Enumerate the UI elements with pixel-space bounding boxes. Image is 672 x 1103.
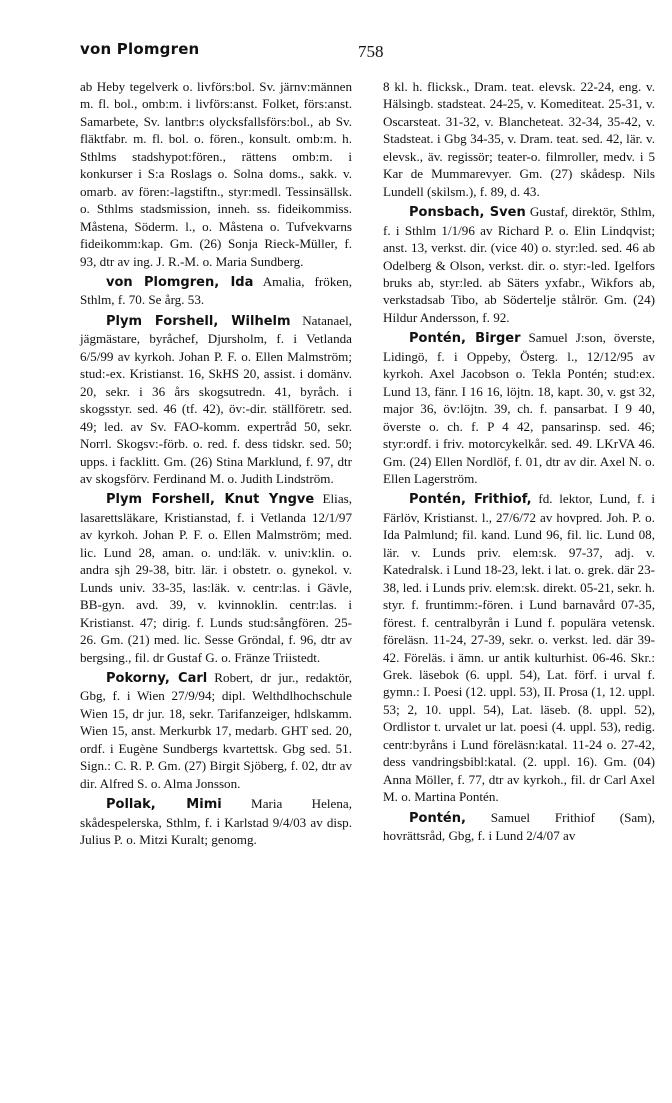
entry-sven-ponsbach [383, 203, 655, 326]
entry-text: Samuel J:son, överste, Lidingö, f. i Oppeby, Österg. l., 12/12/95 av kyrkoh. Axel Jacobson o. Tekla Pontén; stud:ex. Lund 13, fänr. I 16 16, löjtn. 18, kapt. 30, v. gst 32, major 36, öv:löjtn. 39, ch. f. pansarbat. I 9 40, överste o. ch. f. P 4 42, pansarinsp. sed. 46; styr:ordf. i friv. motorcykelkår. sed. 49. LKrVA 46. Gm. (24) Ellen Nordlöf, f. 01, dtr av dir. Axel N. o. Ellen Lagerström. [383, 330, 655, 486]
right-column [383, 78, 655, 844]
entry-head: Ponsbach, Sven [409, 205, 526, 221]
entry-sam-ponten [383, 809, 655, 845]
entry-text: Gustaf, direktör, Sthlm, f. i Sthlm 1/1/96 av Richard P. o. Elin Lindqvist; anst. 13, verkst. dir. (vice 40) o. styr:led. sed. 46 ab Odelberg & Olson, verkst. dir. o. styr:-led. Igelfors bruks ab, styr:led. ab Säters yxfabr., Wikfors ab, verkstadsab Tibo, ab Södertelje stålrör. Gm. (24) Hildur Andersson, f. 92. [383, 204, 656, 325]
entry-text: Robert, dr jur., redaktör, Gbg, f. i Wien 27/9/94; dipl. Welthdlhochschule Wien 15, dr jur. 18, sekr. Tarifanzeiger, hdlskamm. Wien 15, anst. Merkurbk 17, medarb. GHT sed. 20, ordf. i Eugène Sundbergs kvartettsk. Gbg sed. 51. Sign.: C. R. P. Gm. (27) Birgit Sjöberg, f. 02, dtr av dir. Alfred S. o. Alma Jonsson. [80, 669, 353, 791]
running-head: von Plomgren [80, 40, 200, 58]
entry-text: Elias, lasarettsläkare, Kristianstad, f. i Vetlanda 12/1/97 av kyrkoh. Johan P. F. o. Ellen Malmström; med. lic. Lund 28, aman. o. und:läk. v. univ:klin. o. andra sjh 29-38, bitr. lär. i obstetr. o. gynekol. v. Lunds univ. 33-35, las:läk. v. centr:las. i Gävle, BB-gyn. avd. 39, v. kvinnoklin. centr:las. i Kristianst. 47; dirig. f. Lunds stud:sångfören. 25-26. Gm. (21) med. lic. Sesse Gröndal, f. 96, dtr av bergsing., fil. dr Gustaf G. o. Fränze Triistedt. [80, 491, 352, 665]
entry-text: fd. lektor, Lund, f. i Färlöv, Kristianst. l., 27/6/72 av hovpred. Joh. P. o. Ida Palmlund; fil. kand. Lund 96, fil. lic. Lund 08, lär. v. Lunds priv. elem:sk. 97-37, adj. v. Katedralsk. i Lund 18-23, lekt. i lat. o. grek. där 23-38, led. i Lunds priv. elem:sk. direkt. 05-21, sekr. h. styr. f. fruntimm:-fören. i Lund barnavård 07-35, förest. f. centralbyrån i Lund f. populära vetensk. föreläsn. 11-24, 27-39, sekr. o. verkst. led. där 39-42. Föreläs. i ämn. ur antik kulturhist. 06-46. Skr.: Grek. läsebok (6. uppl. 54), Lat. förf. i urval f. gymn.: I. Poesi (12. uppl. 53), II. Prosa (1, 12. uppl. 53; 2, 10. uppl. 54), Lat. läseb. (8. uppl. 52), Ordlistor t. urvalet ur lat. poesi (4. uppl. 53), redig. centr:byråns i Lund föreläsn:katal. 11-24 o. 27-42, dess vandringsbibl:katal. (2. uppl. 16). Gm. (04) Anna Möller, f. 77, dtr av kyrkoh., fil. dr Carl Axel M. o. Martina Pontén. [383, 491, 656, 805]
entry-head: Pontén, [409, 810, 466, 826]
entry-head: Pollak, Mimi [106, 797, 222, 813]
entry-given-name: Ida [219, 274, 254, 290]
page-number: 758 [358, 42, 384, 61]
entry-head: Pokorny, Carl [106, 670, 208, 686]
entry-text: (Sam), hovrättsråd, Gbg, f. i Lund 2/4/07 av [383, 809, 655, 844]
entry-ida-von-plomgren [80, 273, 352, 309]
entry-text: Amalia, fröken, Sthlm, f. 70. Se årg. 53. [80, 273, 352, 308]
entry-head: Pontén, Birger [409, 331, 521, 347]
entry-mimi-pollak [80, 795, 352, 848]
entry-head: Plym Forshell, [106, 313, 219, 329]
entry-yngve-plym-forshell [80, 490, 352, 666]
entry-continuation [80, 78, 352, 270]
entry-given-name: Knut Yngve [214, 492, 315, 508]
entry-carl-pokorny [80, 669, 352, 792]
entry-head: Plym Forshell, [106, 492, 215, 508]
entry-given-name: Samuel Frithiof [465, 809, 595, 825]
entry-continuation [383, 78, 655, 200]
left-column [80, 78, 352, 848]
entry-wilhelm-plym-forshell [80, 312, 352, 488]
entry-head: Pontén, Frithiof, [409, 492, 532, 508]
entry-text: Natanael, jägmästare, byråchef, Djursholm, f. i Vetlanda 6/5/99 av kyrkoh. Johan P. F. o. Ellen Malmström; stud:-ex. Kristianst. 16, SkHS 20, assist. i domänv. 20, sekr. i 36 års skogsutredn. 41, byråch. i skogsstyr. sed. 46 (tf. 42), öv:-dir. ställföretr. sed. 49; led. av Sv. FAO-komm. expertråd 50, sekr. Norrl. Skogsv:-förb. o. red. f. dess tidskr. sed. 50; upps. i facklitt. Gm. (26) Stina Marklund, f. 97, dtr av skogsförv. Ferdinand M. o. Judith Lindström. [80, 312, 352, 486]
entry-birger-ponten [383, 329, 655, 487]
entry-frithiof-ponten [383, 490, 655, 805]
entry-head: von Plomgren, [106, 274, 220, 290]
entry-given-name: Wilhelm [218, 313, 291, 329]
entry-text: ab Heby tegelverk o. livförs:bol. Sv. järnv:männen m. fl. bol., omb:m. i livförs:anst. Folket, förs:anst. Samarbete, Sv. lantbr:s olycksfallsförs:bol., ab Sv. fläktfabr. m. fl. bol. o. fören., konsult. omb:m. h. Sthlms stadshypot:fören., rättens omb:m. i konkurser i S:a Roslags o. Solna doms., sakk. v. omarb. av fören:-lagstiftn., styr:medl. Tessinsällsk. o. Sthlms stadsmission, inneh. ss. fideikommiss. Måstena, Söderm. l., o. Måstena o. Tufvekvarns fideikomm:kap. Gm. (26) Sonja Rieck-Müller, f. 93, dtr av ing. J. R.-M. o. Maria Sundberg. [80, 79, 352, 269]
entry-text: Maria Helena, skådespelerska, Sthlm, f. i Karlstad 9/4/03 av disp. Julius P. o. Mitzi Kuralt; genomg. [80, 796, 352, 848]
entry-text: 8 kl. h. flicksk., Dram. teat. elevsk. 22-24, eng. v. Hälsingb. stadsteat. 24-25, v. Komediteat. 25-31, v. Oscarsteat. 31-32, v. Blancheteat. 32-34, 35-42, v. Stadsteat. i Gbg 34-35, v. Dram. teat. sed. 42, lär. v. elevsk., äv. regissör; teater-o. filmroller, medv. i 5 Kar de Mummarevyer. Gm. (27) skådesp. Nils Lundell (skilsm.), f. 89, d. 43. [383, 79, 655, 199]
